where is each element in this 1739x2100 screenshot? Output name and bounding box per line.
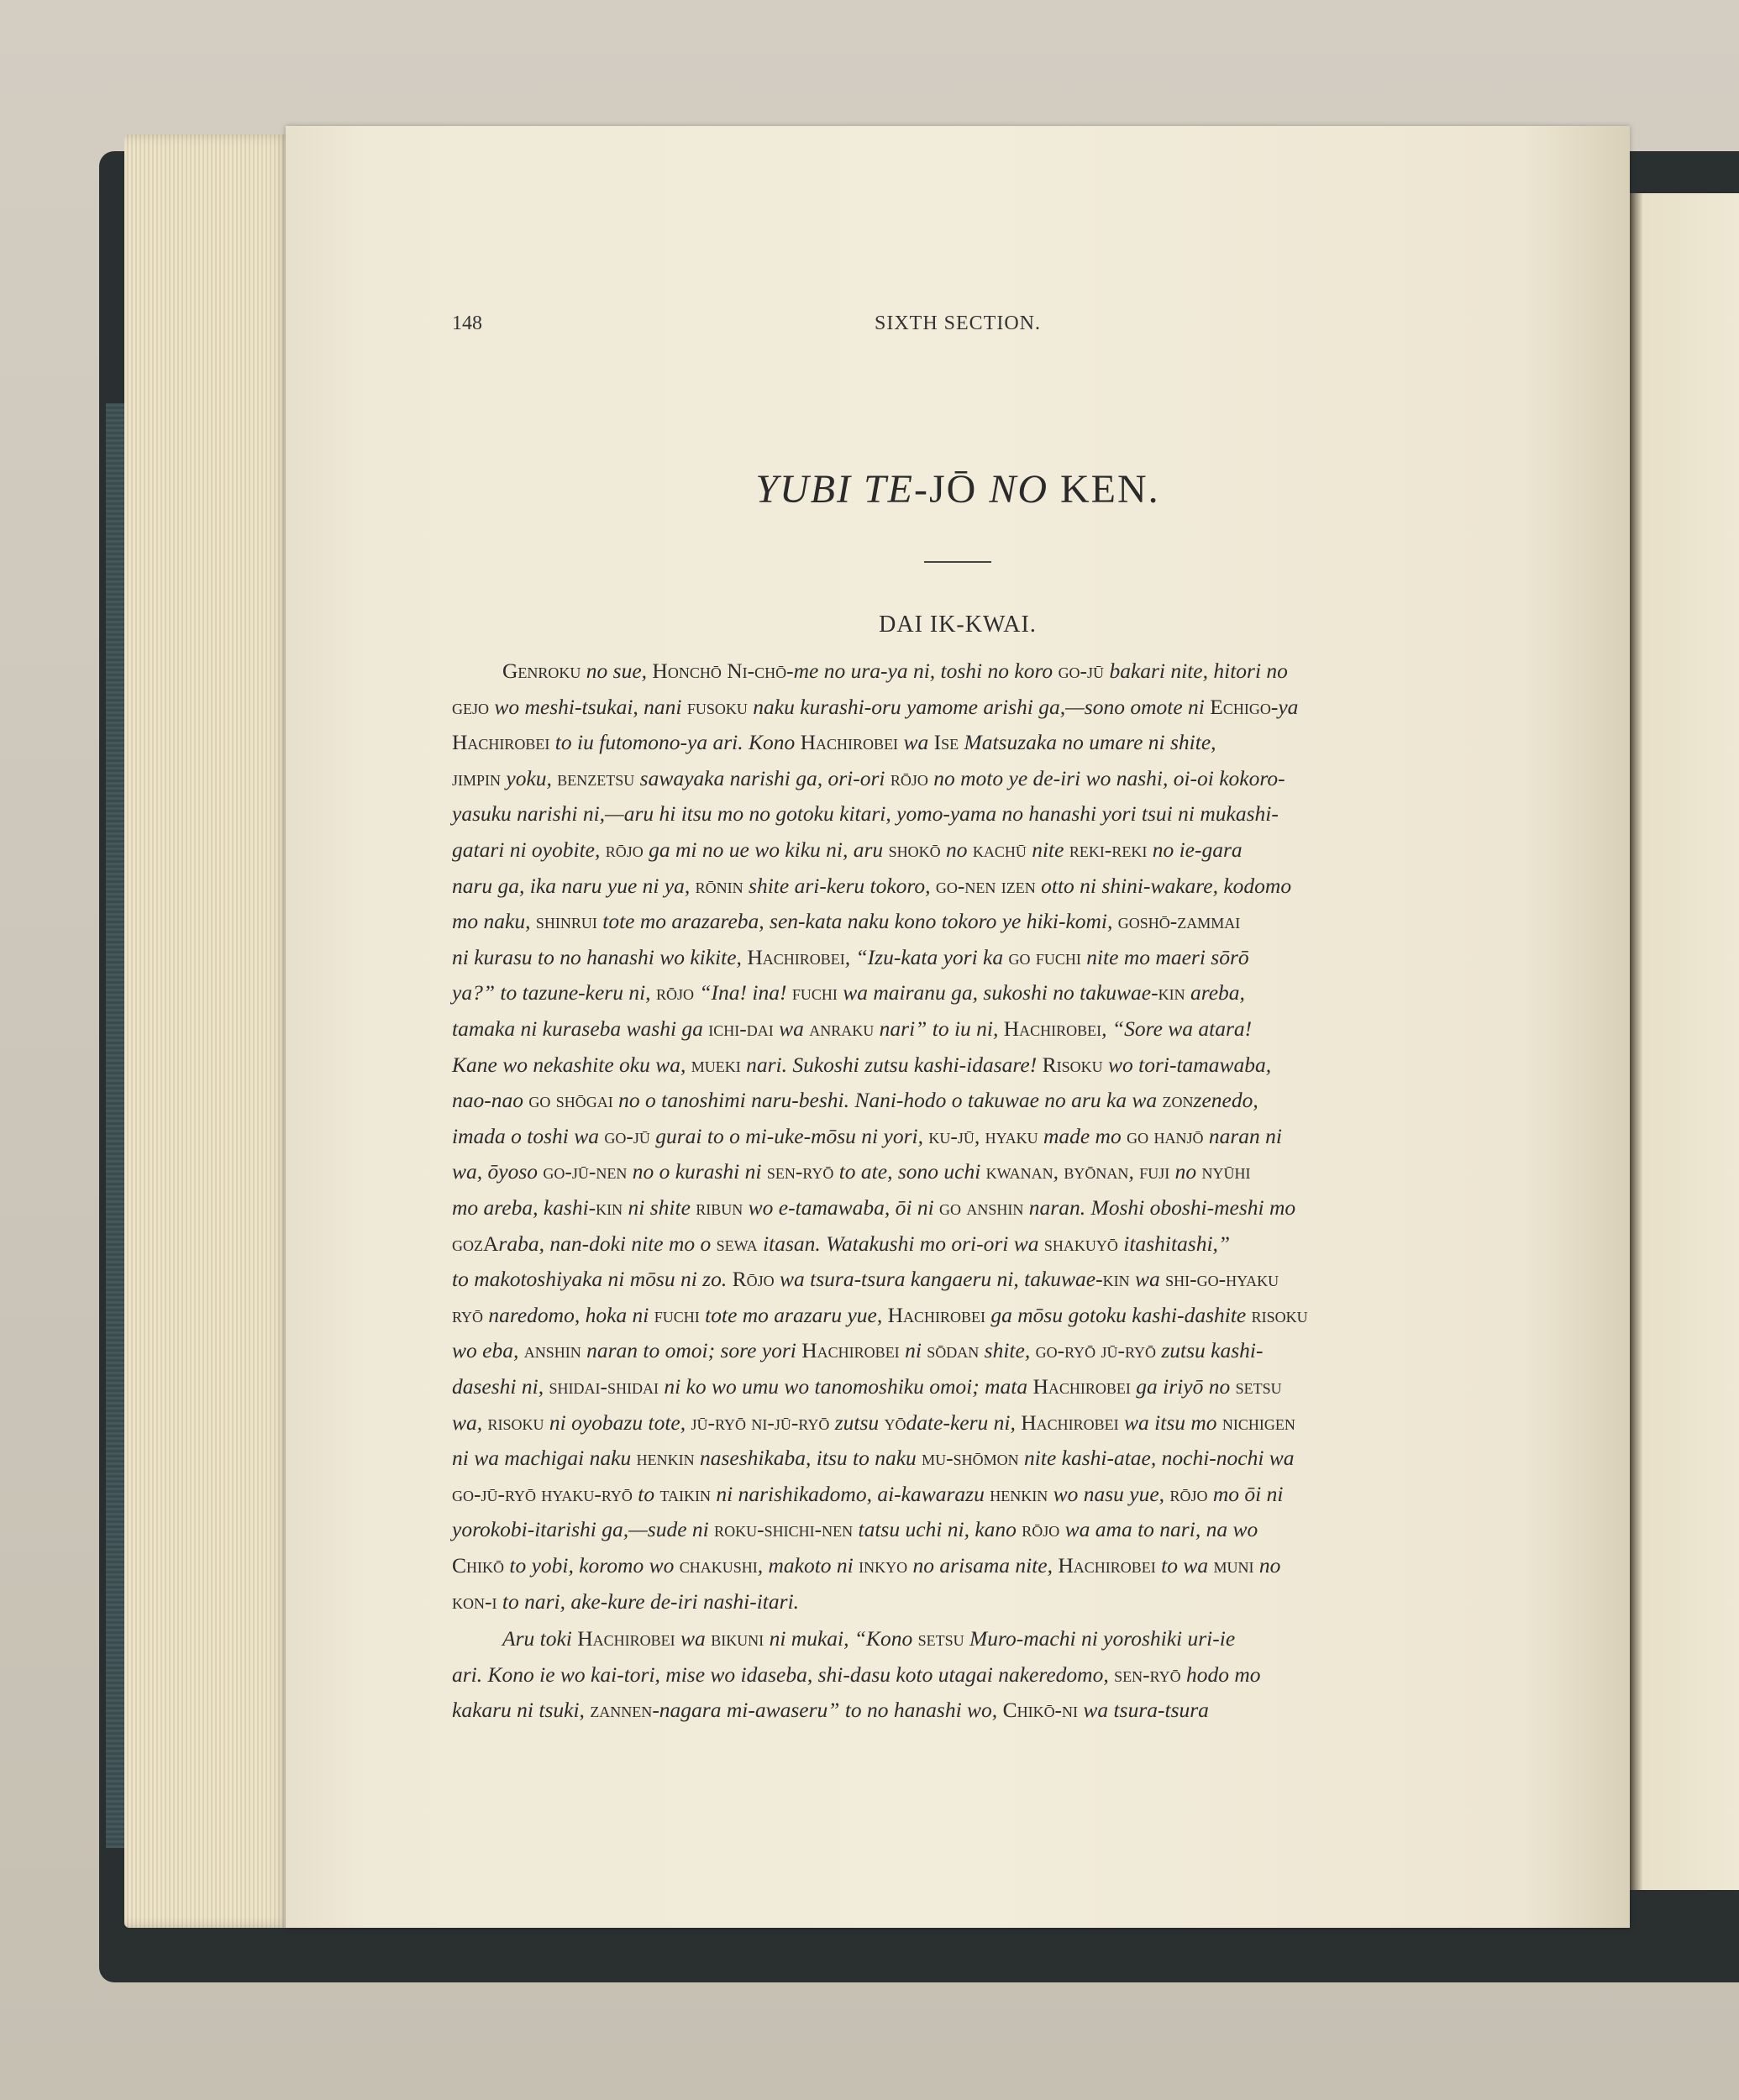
- italic-text: ,: [974, 1123, 985, 1148]
- text-line: [502, 1621, 1235, 1656]
- small-caps-term: inkyo: [859, 1553, 908, 1578]
- small-caps-term: fuchi: [654, 1302, 700, 1327]
- italic-text: wa tsura-tsura kangaeru ni, takuwae-: [774, 1267, 1103, 1292]
- italic-text: ni shite: [623, 1195, 696, 1220]
- italic-text: nite kashi-atae, nochi-nochi wa: [1018, 1446, 1295, 1471]
- text-line: [452, 832, 1243, 868]
- italic-text: naredomo, hoka ni: [483, 1302, 654, 1327]
- italic-text: “Ina! ina!: [693, 980, 792, 1005]
- small-caps-term: nyūhi: [1201, 1159, 1251, 1184]
- italic-text: Matsuzaka no umare ni shite,: [959, 730, 1216, 755]
- italic-text: naru ga, ika naru yue ni ya,: [452, 873, 696, 898]
- italic-text: no sue,: [581, 659, 653, 683]
- text-line: [452, 1154, 1250, 1189]
- text-line: [452, 796, 1279, 832]
- small-caps-term: Honchō Ni-chō: [652, 659, 787, 683]
- small-caps-term: gozA: [452, 1231, 499, 1256]
- small-caps-term: kwanan: [985, 1159, 1053, 1184]
- italic-text: Muro-machi ni yoroshiki uri-ie: [964, 1626, 1236, 1651]
- text-line: [452, 1333, 1263, 1368]
- italic-text: wo meshi-tsukai, nani: [489, 694, 687, 719]
- title-part: KEN.: [1048, 467, 1160, 512]
- title-part: NO: [989, 467, 1049, 512]
- italic-text: wo nasu yue,: [1048, 1481, 1170, 1506]
- small-caps-term: go-nen izen: [935, 873, 1036, 898]
- small-caps-term: Hachirobei: [747, 944, 845, 969]
- italic-text: ga mōsu gotoku kashi-dashite: [985, 1302, 1252, 1327]
- small-caps-term: jū-ryō ni-jū-ryō: [691, 1410, 830, 1435]
- italic-text: to iu futomono-ya ari. Kono: [549, 730, 801, 755]
- italic-text: tamaka ni kuraseba washi ga: [452, 1016, 709, 1041]
- title-part: TE: [863, 467, 914, 512]
- italic-text: wo e-tamawaba, ōi ni: [743, 1195, 940, 1220]
- italic-text: naku kurashi-oru yamome arishi ga,—sono omote ni: [747, 694, 1211, 719]
- text-line: [502, 654, 1288, 689]
- italic-text: daseshi ni,: [452, 1374, 549, 1399]
- italic-text: , makoto ni: [757, 1553, 859, 1578]
- small-caps-term: Genroku: [502, 659, 581, 683]
- small-caps-term: byōnan: [1064, 1159, 1129, 1184]
- small-caps-term: go-ryō jū-ryō: [1035, 1338, 1156, 1363]
- text-line: [452, 1441, 1295, 1476]
- italic-text: no o tanoshimi naru-beshi. Nani-hodo o takuwae no aru ka wa: [612, 1088, 1163, 1113]
- text-line: [452, 725, 1216, 760]
- italic-text: ya?” to tazune-keru ni,: [452, 980, 656, 1005]
- italic-text: to wa: [1155, 1553, 1214, 1578]
- text-line: [452, 1226, 1230, 1262]
- text-line: [452, 1548, 1280, 1583]
- book-page: [286, 126, 1630, 1928]
- small-caps-term: rōjo: [1169, 1481, 1208, 1506]
- small-caps-term: Hachirobei: [1058, 1553, 1156, 1578]
- italic-text: no ie-gara: [1147, 837, 1243, 862]
- italic-text: wa mairanu ga, sukoshi no takuwae-: [837, 980, 1158, 1005]
- italic-text: no o kurashi ni: [627, 1159, 767, 1184]
- small-caps-term: zon: [1162, 1088, 1194, 1113]
- italic-text: kakaru ni tsuki,: [452, 1698, 591, 1723]
- small-caps-term: Echigo: [1210, 694, 1271, 719]
- small-caps-term: fuchi: [791, 980, 838, 1005]
- small-caps-term: rōnin: [695, 873, 743, 898]
- italic-text: imada o toshi wa: [452, 1123, 605, 1148]
- italic-text: ni ko wo umu wo tanomoshiku omoi; mata: [658, 1374, 1033, 1399]
- italic-text: ,: [1128, 1159, 1140, 1184]
- text-line: [452, 761, 1285, 796]
- small-caps-term: ichi-dai: [708, 1016, 774, 1041]
- italic-text: to nari, ake-kure de-iri nashi-itari.: [496, 1588, 800, 1614]
- italic-text: yasuku narishi ni,—aru hi itsu mo no gotoku kitari, yomo-yama no hanashi yori tsui ni mukashi-: [452, 801, 1279, 827]
- italic-text: Aru toki: [502, 1626, 578, 1651]
- text-line: [452, 1477, 1283, 1512]
- text-line: [452, 1083, 1258, 1118]
- small-caps-term: henkin: [990, 1481, 1048, 1506]
- italic-text: naran to omoi; sore yori: [581, 1338, 802, 1363]
- small-caps-term: risoku: [1251, 1302, 1308, 1327]
- small-caps-term: Hachirobei: [1021, 1410, 1119, 1435]
- italic-text: nite mo maeri sōrō: [1080, 944, 1249, 969]
- italic-text: no: [940, 837, 973, 862]
- small-caps-term: Hachirobei: [452, 730, 550, 755]
- small-caps-term: Risoku: [1042, 1052, 1103, 1077]
- small-caps-term: chakushi: [679, 1553, 758, 1578]
- small-caps-term: bikuni: [711, 1626, 764, 1651]
- small-caps-term: nichigen: [1222, 1410, 1295, 1435]
- text-line: [452, 1190, 1295, 1226]
- small-caps-term: sen-ryō: [766, 1159, 834, 1184]
- text-line: [452, 690, 1298, 725]
- small-caps-term: kachū: [972, 837, 1027, 862]
- italic-text: made mo: [1038, 1123, 1127, 1148]
- small-caps-term: rōjo: [890, 765, 928, 790]
- small-caps-term: Rōjo: [732, 1267, 775, 1292]
- italic-text: to ate, sono uchi: [833, 1159, 986, 1184]
- text-line: [452, 1047, 1271, 1083]
- italic-text: naran ni: [1203, 1123, 1282, 1148]
- italic-text: shite ari-keru tokoro,: [743, 873, 936, 898]
- text-line: [452, 1298, 1308, 1333]
- italic-text: wa tsura-tsura: [1078, 1698, 1209, 1723]
- italic-text: zutsu: [829, 1410, 885, 1435]
- italic-text: gatari ni oyobite,: [452, 837, 606, 862]
- italic-text: ni wa machigai naku: [452, 1446, 637, 1471]
- small-caps-term: Ise: [933, 730, 959, 755]
- small-caps-term: ku-jū: [928, 1123, 975, 1148]
- italic-text: nite: [1026, 837, 1069, 862]
- title-divider: [924, 561, 991, 563]
- italic-text: tatsu uchi ni, kano: [853, 1517, 1022, 1542]
- italic-text: zenedo,: [1193, 1088, 1258, 1113]
- small-caps-term: anraku: [809, 1016, 875, 1041]
- italic-text: wo tori-tamawaba,: [1102, 1052, 1272, 1077]
- italic-text: Kane wo nekashite oku wa,: [452, 1052, 691, 1077]
- small-caps-term: roku-shichi-nen: [714, 1517, 854, 1542]
- italic-text: ,: [1053, 1159, 1064, 1184]
- section-title: SIXTH SECTION.: [875, 312, 1041, 334]
- small-caps-term: go anshin: [939, 1195, 1024, 1220]
- text-line: [452, 904, 1240, 939]
- small-caps-term: hyaku: [985, 1123, 1038, 1148]
- small-caps-term: muni: [1213, 1553, 1254, 1578]
- italic-text: gurai to o mi-uke-mōsu ni yori,: [649, 1123, 929, 1148]
- text-line: [452, 975, 1245, 1011]
- small-caps-term: setsu: [1235, 1374, 1282, 1399]
- small-caps-term: Hachirobei: [801, 1338, 900, 1363]
- italic-text: to yobi, koromo wo: [504, 1553, 680, 1578]
- small-caps-term: gejo: [452, 694, 489, 719]
- small-caps-term: sōdan: [927, 1338, 980, 1363]
- italic-text: zutsu kashi-: [1155, 1338, 1264, 1363]
- text-line: [452, 940, 1249, 975]
- italic-text: to makotoshiyaka ni mōsu ni zo.: [452, 1267, 733, 1292]
- italic-text: wa: [773, 1016, 810, 1041]
- italic-text: no moto ye de-iri wo nashi, oi-oi kokoro-: [927, 765, 1285, 790]
- small-caps-term: go fuchi: [1008, 944, 1081, 969]
- small-caps-term: taikin: [659, 1481, 712, 1506]
- italic-text: wa itsu mo: [1118, 1410, 1222, 1435]
- small-caps-term: reki-reki: [1069, 837, 1148, 862]
- small-caps-term: ribun: [696, 1195, 743, 1220]
- small-caps-term: shi-go-hyaku: [1165, 1267, 1279, 1292]
- small-caps-term: rōjo: [605, 837, 644, 862]
- small-caps-term: Hachirobei: [800, 730, 899, 755]
- small-caps-term: Hachirobei: [1032, 1374, 1131, 1399]
- italic-text: nao-nao: [452, 1088, 529, 1113]
- small-caps-term: henkin: [636, 1446, 695, 1471]
- italic-text: itasan. Watakushi mo ori-ori wa: [757, 1231, 1044, 1256]
- small-caps-term: Hachirobei: [1003, 1016, 1102, 1041]
- small-caps-term: zannen: [590, 1698, 653, 1723]
- italic-text: ni mukai, “Kono: [764, 1626, 918, 1651]
- italic-text: wa ama to nari, na wo: [1059, 1517, 1258, 1542]
- italic-text: nari. Sukoshi zutsu kashi-idasare!: [740, 1052, 1043, 1077]
- small-caps-term: fuji: [1139, 1159, 1170, 1184]
- italic-text: mo ōi ni: [1207, 1481, 1284, 1506]
- italic-text: sawayaka narishi ga, ori-ori: [634, 765, 891, 790]
- small-caps-term: mueki: [691, 1052, 741, 1077]
- small-caps-term: mu-shōmon: [922, 1446, 1019, 1471]
- small-caps-term: rōjo: [655, 980, 694, 1005]
- italic-text: ga iriyō no: [1130, 1374, 1236, 1399]
- italic-text: wa: [675, 1626, 712, 1651]
- small-caps-term: shinrui: [535, 909, 597, 934]
- text-line: [452, 1657, 1261, 1693]
- italic-text: wa: [1129, 1267, 1166, 1292]
- title-part: YUBI: [755, 467, 852, 512]
- text-line: [452, 1262, 1279, 1297]
- chapter-heading: DAI IK-KWAI.: [879, 612, 1037, 638]
- italic-text: no: [1169, 1159, 1202, 1184]
- italic-text: wa,: [452, 1410, 488, 1435]
- italic-text: ni narishikadomo, ai-kawarazu: [711, 1481, 990, 1506]
- page-stack-edge: [124, 134, 292, 1928]
- page-number: 148: [452, 312, 482, 334]
- italic-text: shite,: [979, 1338, 1036, 1363]
- small-caps-term: fusoku: [686, 694, 748, 719]
- text-line: [452, 869, 1291, 904]
- small-caps-term: kon-i: [452, 1588, 497, 1614]
- small-caps-term: kin: [596, 1195, 623, 1220]
- italic-text: ga mi no ue wo kiku ni, aru: [643, 837, 889, 862]
- text-line: [452, 1405, 1295, 1441]
- italic-text: wa: [898, 730, 934, 755]
- small-caps-term: go hanjō: [1127, 1123, 1204, 1148]
- text-line: [452, 1512, 1258, 1547]
- small-caps-term: Chikō-ni: [1002, 1698, 1079, 1723]
- small-caps-term: ryō: [452, 1302, 484, 1327]
- text-line: [452, 1369, 1282, 1404]
- italic-text: ni: [899, 1338, 927, 1363]
- text-line: [452, 1693, 1209, 1728]
- italic-text: yoku,: [501, 765, 558, 790]
- italic-text: wa, ōyoso: [452, 1159, 544, 1184]
- small-caps-term: jimpin: [452, 765, 502, 790]
- italic-text: naran. Moshi oboshi-meshi mo: [1023, 1195, 1296, 1220]
- small-caps-term: risoku: [487, 1410, 544, 1435]
- small-caps-term: Chikō: [452, 1553, 504, 1578]
- small-caps-term: yō: [884, 1410, 906, 1435]
- small-caps-term: anshin: [523, 1338, 581, 1363]
- italic-text: mo naku,: [452, 909, 536, 934]
- small-caps-term: goshō-zammai: [1117, 909, 1241, 934]
- small-caps-term: setsu: [917, 1626, 964, 1651]
- italic-text: tote mo arazaru yue,: [699, 1302, 888, 1327]
- italic-text: areba,: [1185, 980, 1245, 1005]
- small-caps-term: sewa: [716, 1231, 758, 1256]
- italic-text: -nagara mi-awaseru” to no hanashi wo,: [652, 1698, 1003, 1723]
- small-caps-term: shakuyō: [1043, 1231, 1118, 1256]
- italic-text: , “Izu-kata yori ka: [844, 944, 1009, 969]
- facing-page-edge: [1630, 193, 1739, 1890]
- italic-text: ni kurasu to no hanashi wo kikite,: [452, 944, 748, 969]
- italic-text: ni oyobazu tote,: [544, 1410, 691, 1435]
- small-caps-term: Hachirobei: [577, 1626, 675, 1651]
- small-caps-term: go shōgai: [528, 1088, 613, 1113]
- italic-text: , “Sore wa atara!: [1101, 1016, 1253, 1041]
- title-part: -JŌ: [914, 467, 990, 512]
- text-line: [452, 1584, 799, 1620]
- running-head: [286, 312, 1630, 346]
- italic-text: ari. Kono ie wo kai-tori, mise wo idaseba, shi-dasu koto utagai nakeredomo,: [452, 1662, 1115, 1687]
- small-caps-term: kin: [1158, 980, 1185, 1005]
- italic-text: wo eba,: [452, 1338, 524, 1363]
- story-title: [286, 466, 1630, 512]
- italic-text: tote mo arazareba, sen-kata naku kono tokoro ye hiki-komi,: [596, 909, 1118, 934]
- small-caps-term: go-jū-ryō hyaku-ryō: [452, 1481, 633, 1506]
- italic-text: -me no ura-ya ni, toshi no koro: [786, 659, 1059, 683]
- italic-text: raba, nan-doki nite mo o: [498, 1231, 717, 1256]
- small-caps-term: go-jū: [604, 1123, 650, 1148]
- small-caps-term: sen-ryō: [1114, 1662, 1181, 1687]
- small-caps-term: Hachirobei: [887, 1302, 986, 1327]
- italic-text: itashitashi,”: [1117, 1231, 1231, 1256]
- italic-text: yorokobi-itarishi ga,—sude ni: [452, 1517, 715, 1542]
- italic-text: no: [1253, 1553, 1281, 1578]
- small-caps-term: rōjo: [1022, 1517, 1060, 1542]
- italic-text: -ya: [1270, 694, 1299, 719]
- small-caps-term: benzetsu: [557, 765, 635, 790]
- small-caps-term: kin: [1102, 1267, 1130, 1292]
- small-caps-term: go-jū-nen: [543, 1159, 628, 1184]
- text-line: [452, 1119, 1282, 1154]
- italic-text: mo areba, kashi-: [452, 1195, 596, 1220]
- italic-text: to: [632, 1481, 660, 1506]
- small-caps-term: shidai-shidai: [549, 1374, 659, 1399]
- text-line: [452, 1011, 1252, 1047]
- italic-text: otto ni shini-wakare, kodomo: [1035, 873, 1292, 898]
- italic-text: naseshikaba, itsu to naku: [694, 1446, 922, 1471]
- small-caps-term: shokō: [888, 837, 941, 862]
- small-caps-term: go-jū: [1058, 659, 1105, 683]
- italic-text: hodo mo: [1180, 1662, 1261, 1687]
- italic-text: bakari nite, hitori no: [1104, 659, 1288, 683]
- italic-text: no arisama nite,: [907, 1553, 1059, 1578]
- italic-text: nari” to iu ni,: [874, 1016, 1004, 1041]
- italic-text: date-keru ni,: [906, 1410, 1022, 1435]
